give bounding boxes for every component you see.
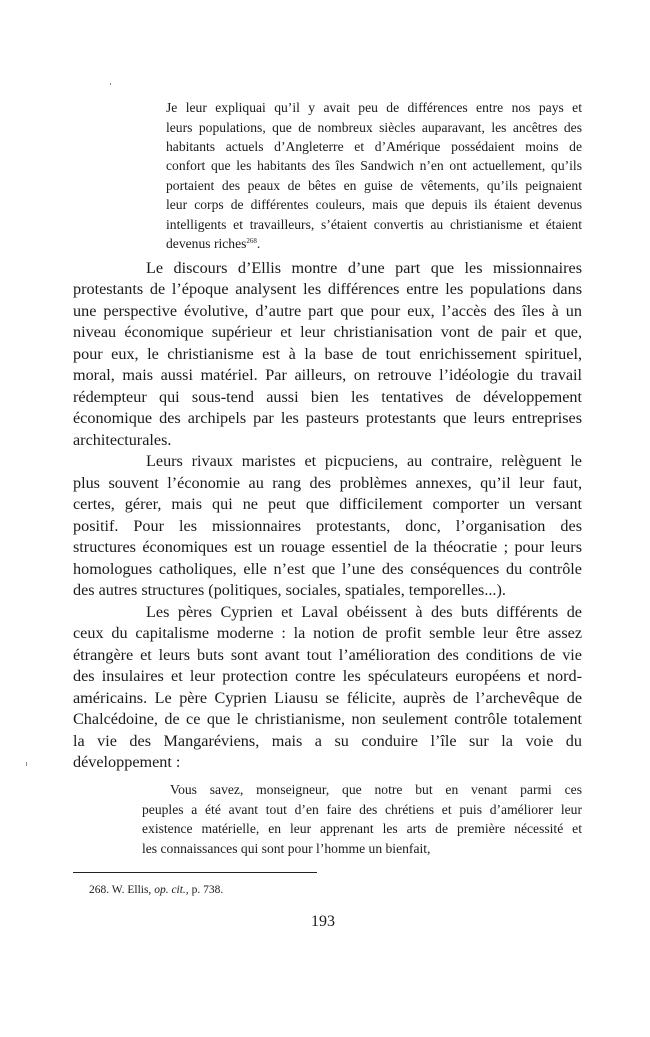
- period: .: [256, 236, 261, 251]
- quote-line: Je leur expliquai qu’il y avait peu de différences entre nos pays et: [166, 100, 582, 115]
- paragraph-line: architecturales.: [73, 431, 172, 449]
- paragraph-line: Chalcédoine, de ce que le christianisme, non seulement contrôle totalement: [73, 710, 582, 728]
- quote-line: habitants actuels d’Angleterre et d’Amérique possédaient moins de: [166, 139, 582, 154]
- footnote-separator: [73, 872, 317, 873]
- paragraph-line: homologues catholiques, elle n’est que l’une des conséquences du contrôle: [73, 560, 582, 578]
- paragraph-line: certes, gérer, mais qui ne peut que difficilement comporter un versant: [73, 495, 582, 513]
- footnote-page-ref: p. 738.: [191, 884, 224, 896]
- paragraph-line: des autres structures (politiques, sociales, spatiales, temporelles...).: [73, 581, 506, 599]
- quote-line: leurs populations, que de nombreux siècles auparavant, les ancêtres des: [166, 120, 582, 135]
- page-number: 193: [311, 913, 335, 930]
- paragraph-line: Les pères Cyprien et Laval obéissent à des buts différents de: [146, 603, 582, 621]
- paragraph-line: une perspective évolutive, d’autre part que pour eux, l’accès des îles à un: [73, 302, 582, 320]
- footnote-op-cit: op. cit.,: [154, 884, 189, 896]
- paragraph-line: protestants de l’époque analysent les différences entre les populations dans: [73, 280, 582, 298]
- footnote-number: 268.: [89, 884, 110, 896]
- paragraph-line: Le discours d’Ellis montre d’une part que les missionnaires: [146, 259, 582, 277]
- paragraph-line: ceux du capitalisme moderne : la notion de profit semble leur être assez: [73, 624, 582, 642]
- quote-line: portaient des peaux de bêtes en guise de vêtements, qu’ils peignaient: [166, 178, 582, 193]
- quote-last-text: devenus riches: [166, 236, 247, 251]
- paragraph-line: des insulaires et leur protection contre les spéculateurs européens et nord-: [73, 667, 582, 685]
- paragraph-line: rédempteur qui sous-tend aussi bien les tentatives de développement: [73, 388, 582, 406]
- paragraph-line: moral, mais aussi matériel. Par ailleurs, on retrouve l’idéologie du travail: [73, 366, 582, 384]
- paragraph-line: économique des archipels par les pasteurs protestants que leurs entreprises: [73, 409, 582, 427]
- paragraph-line: américains. Le père Cyprien Liausu se félicite, auprès de l’archevêque de: [73, 689, 582, 707]
- paragraph-line: structures économiques est un rouage essentiel de la théocratie ; pour leurs: [73, 538, 582, 556]
- paragraph-line: étrangère et leurs buts sont avant tout l’amélioration des conditions de vie: [73, 646, 582, 664]
- paragraph-line: développement :: [73, 753, 181, 771]
- footnote-author: W. Ellis,: [111, 884, 152, 896]
- quote-line: confort que les habitants des îles Sandwich n’en ont actuellement, qu’ils: [166, 158, 582, 173]
- paragraph-line: la vie des Mangaréviens, mais a su conduire l’île sur la voie du: [73, 732, 582, 750]
- quote-line: [166, 236, 582, 252]
- quote-line: leur corps de différentes couleurs, mais que depuis ils étaient devenus: [166, 197, 582, 212]
- quote-line: les connaissances qui sont pour l’homme un bienfait,: [142, 841, 431, 856]
- quote-line: peuples a été avant tout d’en faire des chrétiens et puis d’améliorer leur: [142, 802, 582, 817]
- paragraph-line: plus souvent l’économie au rang des problèmes annexes, qu’il leur faut,: [73, 474, 582, 492]
- quote-line: Vous savez, monseigneur, que notre but en venant parmi ces: [170, 782, 582, 797]
- footnote-ref: 268: [246, 237, 257, 245]
- paragraph-line: positif. Pour les missionnaires protestants, donc, l’organisation des: [73, 517, 582, 535]
- quote-line: intelligents et travailleurs, s’étaient convertis au christianisme et étaient: [166, 217, 582, 232]
- quote-line: existence matérielle, en leur apprenant les arts de première nécessité et: [142, 821, 582, 836]
- paragraph-line: pour eux, le christianisme est à la base de tout enrichissement spirituel,: [73, 345, 582, 363]
- footnote-268: [89, 884, 223, 896]
- paragraph-line: niveau économique supérieur et leur christianisation vont de pair et que,: [73, 323, 582, 341]
- scan-speck: [110, 83, 111, 85]
- paragraph-line: Leurs rivaux maristes et picpuciens, au contraire, relèguent le: [146, 452, 582, 470]
- scan-speck: [26, 762, 27, 766]
